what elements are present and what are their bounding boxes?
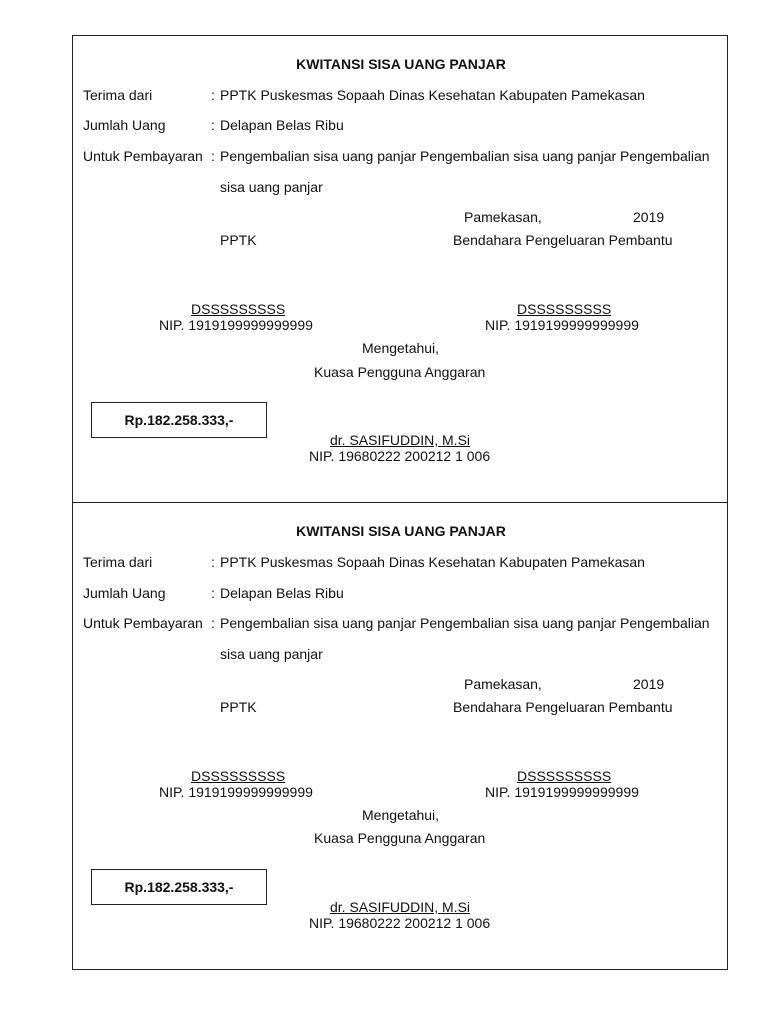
amount-box: Rp.182.258.333,- — [91, 402, 267, 438]
colon: : — [211, 585, 215, 601]
purpose-label: Untuk Pembayaran — [83, 615, 203, 631]
right-signatory-nip: NIP. 1919199999999999 — [485, 317, 639, 333]
acknowledged-label: Mengetahui, — [362, 807, 440, 823]
purpose-line-2: sisa uang panjar — [220, 646, 323, 662]
left-signatory-nip: NIP. 1919199999999999 — [159, 784, 313, 800]
amount-words: Delapan Belas Ribu — [220, 117, 344, 133]
authority-role: Kuasa Pengguna Anggaran — [314, 830, 486, 846]
amount-words: Delapan Belas Ribu — [220, 585, 344, 601]
left-role: PPTK — [220, 699, 257, 715]
colon: : — [211, 117, 215, 133]
colon: : — [211, 148, 215, 164]
place: Pamekasan, — [464, 676, 542, 692]
amount-box: Rp.182.258.333,- — [91, 869, 267, 905]
right-role: Bendahara Pengeluaran Pembantu — [453, 699, 673, 715]
colon: : — [211, 615, 215, 631]
left-role: PPTK — [220, 232, 257, 248]
receipt-title: KWITANSI SISA UANG PANJAR — [296, 56, 506, 72]
year: 2019 — [633, 676, 665, 692]
acknowledged-label: Mengetahui, — [362, 340, 440, 356]
left-signatory-nip: NIP. 1919199999999999 — [159, 317, 313, 333]
place: Pamekasan, — [464, 209, 542, 225]
right-signatory-name: DSSSSSSSSS — [517, 301, 612, 317]
amount-label: Jumlah Uang — [83, 117, 166, 133]
authority-nip: NIP. 19680222 200212 1 006 — [309, 915, 491, 931]
authority-name: dr. SASIFUDDIN, M.Si — [330, 432, 471, 448]
receipt-2 — [72, 502, 728, 970]
purpose-line-1: Pengembalian sisa uang panjar Pengembalian sisa uang panjar Pengembalian — [220, 615, 710, 631]
purpose-line-2: sisa uang panjar — [220, 179, 323, 195]
authority-nip: NIP. 19680222 200212 1 006 — [309, 448, 491, 464]
left-signatory-name: DSSSSSSSSS — [191, 768, 286, 784]
year: 2019 — [633, 209, 665, 225]
received-from-value: PPTK Puskesmas Sopaah Dinas Kesehatan Kabupaten Pamekasan — [220, 87, 645, 103]
right-signatory-name: DSSSSSSSSS — [517, 768, 612, 784]
amount-label: Jumlah Uang — [83, 585, 166, 601]
purpose-line-1: Pengembalian sisa uang panjar Pengembalian sisa uang panjar Pengembalian — [220, 148, 710, 164]
colon: : — [211, 87, 215, 103]
receipt-title: KWITANSI SISA UANG PANJAR — [296, 523, 506, 539]
received-from-value: PPTK Puskesmas Sopaah Dinas Kesehatan Kabupaten Pamekasan — [220, 554, 645, 570]
received-from-label: Terima dari — [83, 554, 153, 570]
colon: : — [211, 554, 215, 570]
authority-role: Kuasa Pengguna Anggaran — [314, 364, 486, 380]
received-from-label: Terima dari — [83, 87, 153, 103]
authority-name: dr. SASIFUDDIN, M.Si — [330, 899, 471, 915]
right-signatory-nip: NIP. 1919199999999999 — [485, 784, 639, 800]
purpose-label: Untuk Pembayaran — [83, 148, 203, 164]
receipt-1 — [72, 35, 728, 503]
left-signatory-name: DSSSSSSSSS — [191, 301, 286, 317]
right-role: Bendahara Pengeluaran Pembantu — [453, 232, 673, 248]
